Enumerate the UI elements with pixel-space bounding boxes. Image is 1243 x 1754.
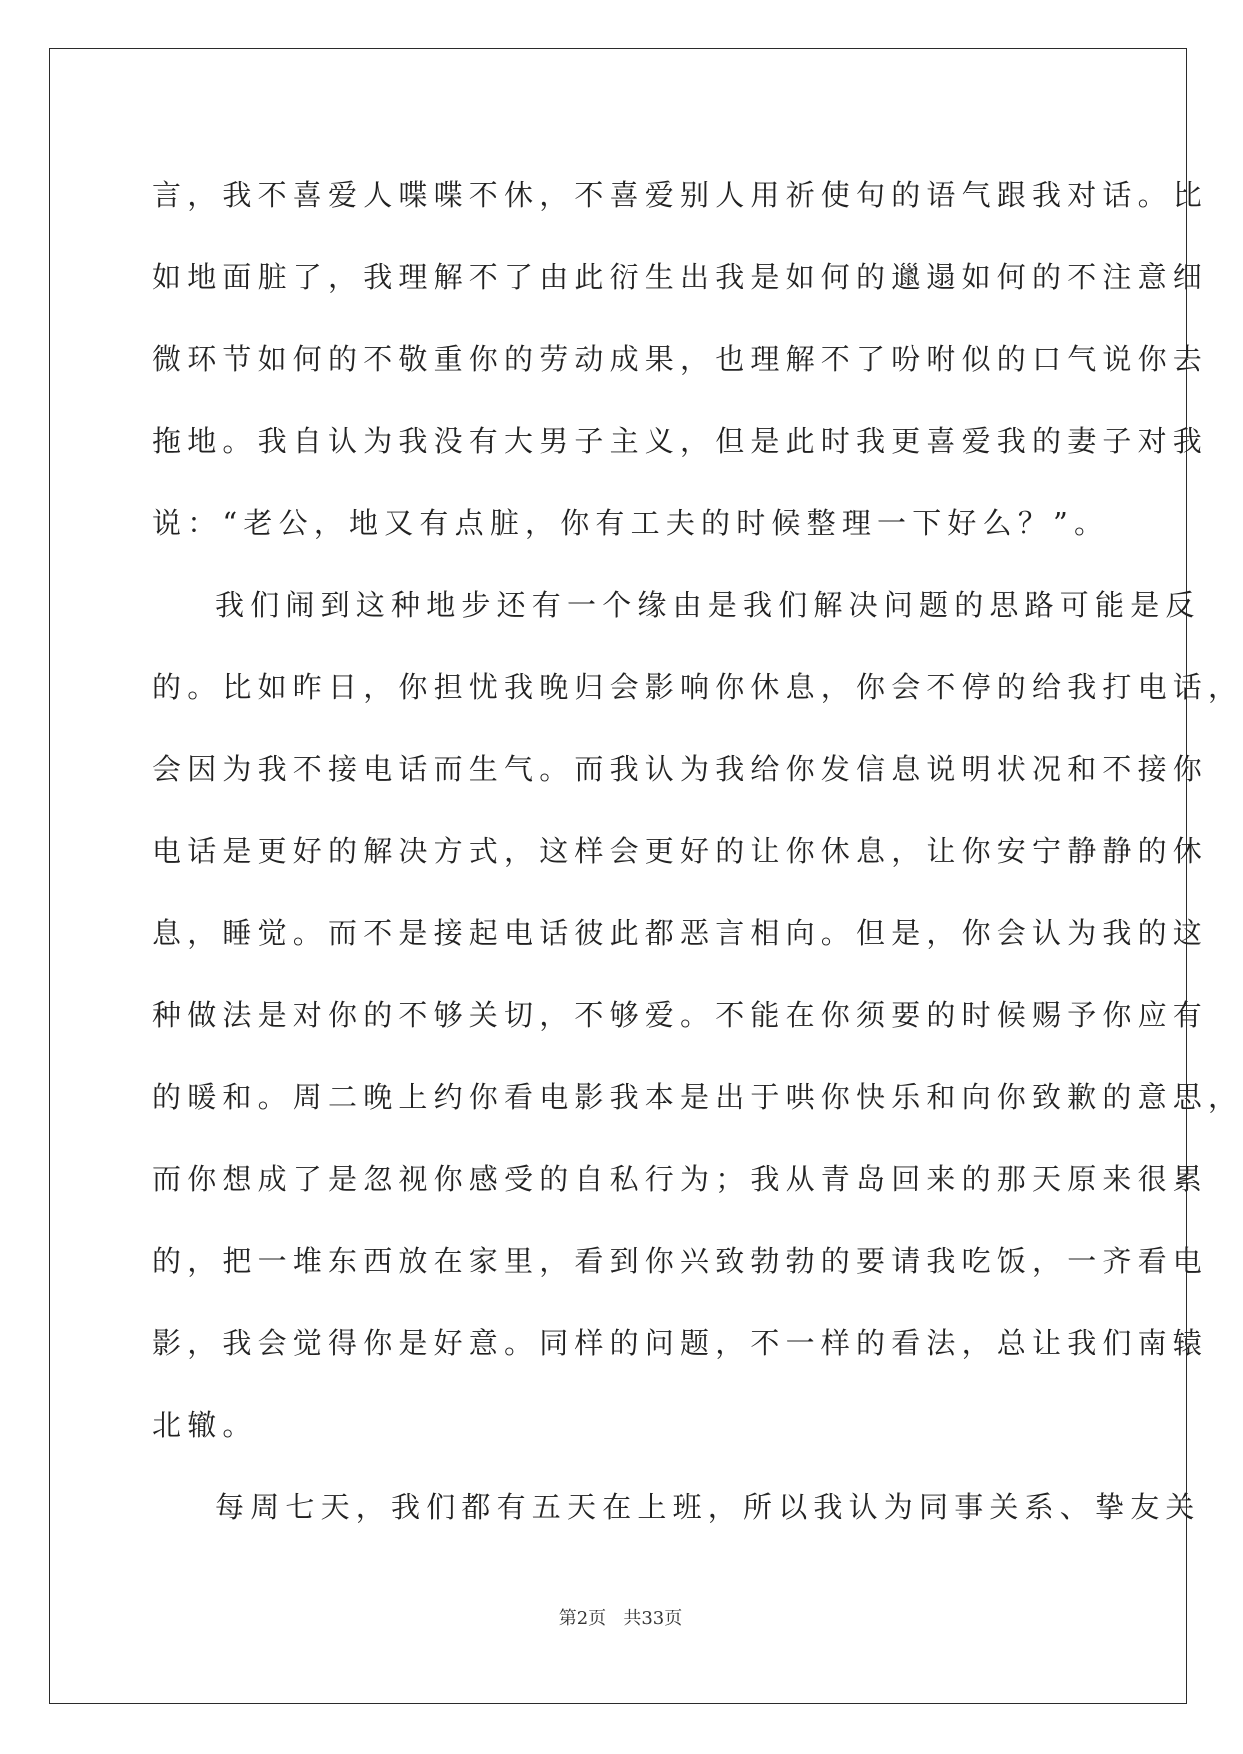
- page-total: 共33页: [623, 1608, 683, 1629]
- text-line: 北辙。: [152, 1408, 258, 1442]
- text-line: 每周七天，我们都有五天在上班，所以我认为同事关系、挚友关: [215, 1490, 1201, 1524]
- text-line: 我们闹到这种地步还有一个缘由是我们解决问题的思路可能是反: [215, 588, 1201, 622]
- text-line: 的暖和。周二晚上约你看电影我本是出于哄你快乐和向你致歉的意思，: [152, 1080, 1243, 1114]
- text-line: 说：“老公，地又有点脏，你有工夫的时候整理一下好么？”。: [152, 506, 1110, 540]
- text-line: 拖地。我自认为我没有大男子主义，但是此时我更喜爱我的妻子对我: [152, 424, 1209, 458]
- text-line: 会因为我不接电话而生气。而我认为我给你发信息说明状况和不接你: [152, 752, 1209, 786]
- text-line: 微环节如何的不敬重你的劳动成果，也理解不了吩咐似的口气说你去: [152, 342, 1209, 376]
- text-line: 的。比如昨日，你担忧我晚归会影响你休息，你会不停的给我打电话，: [152, 670, 1243, 704]
- page-footer: [0, 1604, 1241, 1630]
- text-line: 而你想成了是忽视你感受的自私行为；我从青岛回来的那天原来很累: [152, 1162, 1209, 1196]
- text-line: 如地面脏了，我理解不了由此衍生出我是如何的邋遢如何的不注意细: [152, 260, 1209, 294]
- text-line: 言，我不喜爱人喋喋不休，不喜爱别人用祈使句的语气跟我对话。比: [152, 178, 1209, 212]
- text-line: 电话是更好的解决方式，这样会更好的让你休息，让你安宁静静的休: [152, 834, 1209, 868]
- page-number: 第2页: [558, 1608, 607, 1629]
- text-line: 的，把一堆东西放在家里，看到你兴致勃勃的要请我吃饭，一齐看电: [152, 1244, 1209, 1278]
- text-line: 息，睡觉。而不是接起电话彼此都恶言相向。但是，你会认为我的这: [152, 916, 1209, 950]
- text-line: 种做法是对你的不够关切，不够爱。不能在你须要的时候赐予你应有: [152, 998, 1209, 1032]
- text-line: 影，我会觉得你是好意。同样的问题，不一样的看法，总让我们南辕: [152, 1326, 1209, 1360]
- body-text: [152, 154, 1243, 1548]
